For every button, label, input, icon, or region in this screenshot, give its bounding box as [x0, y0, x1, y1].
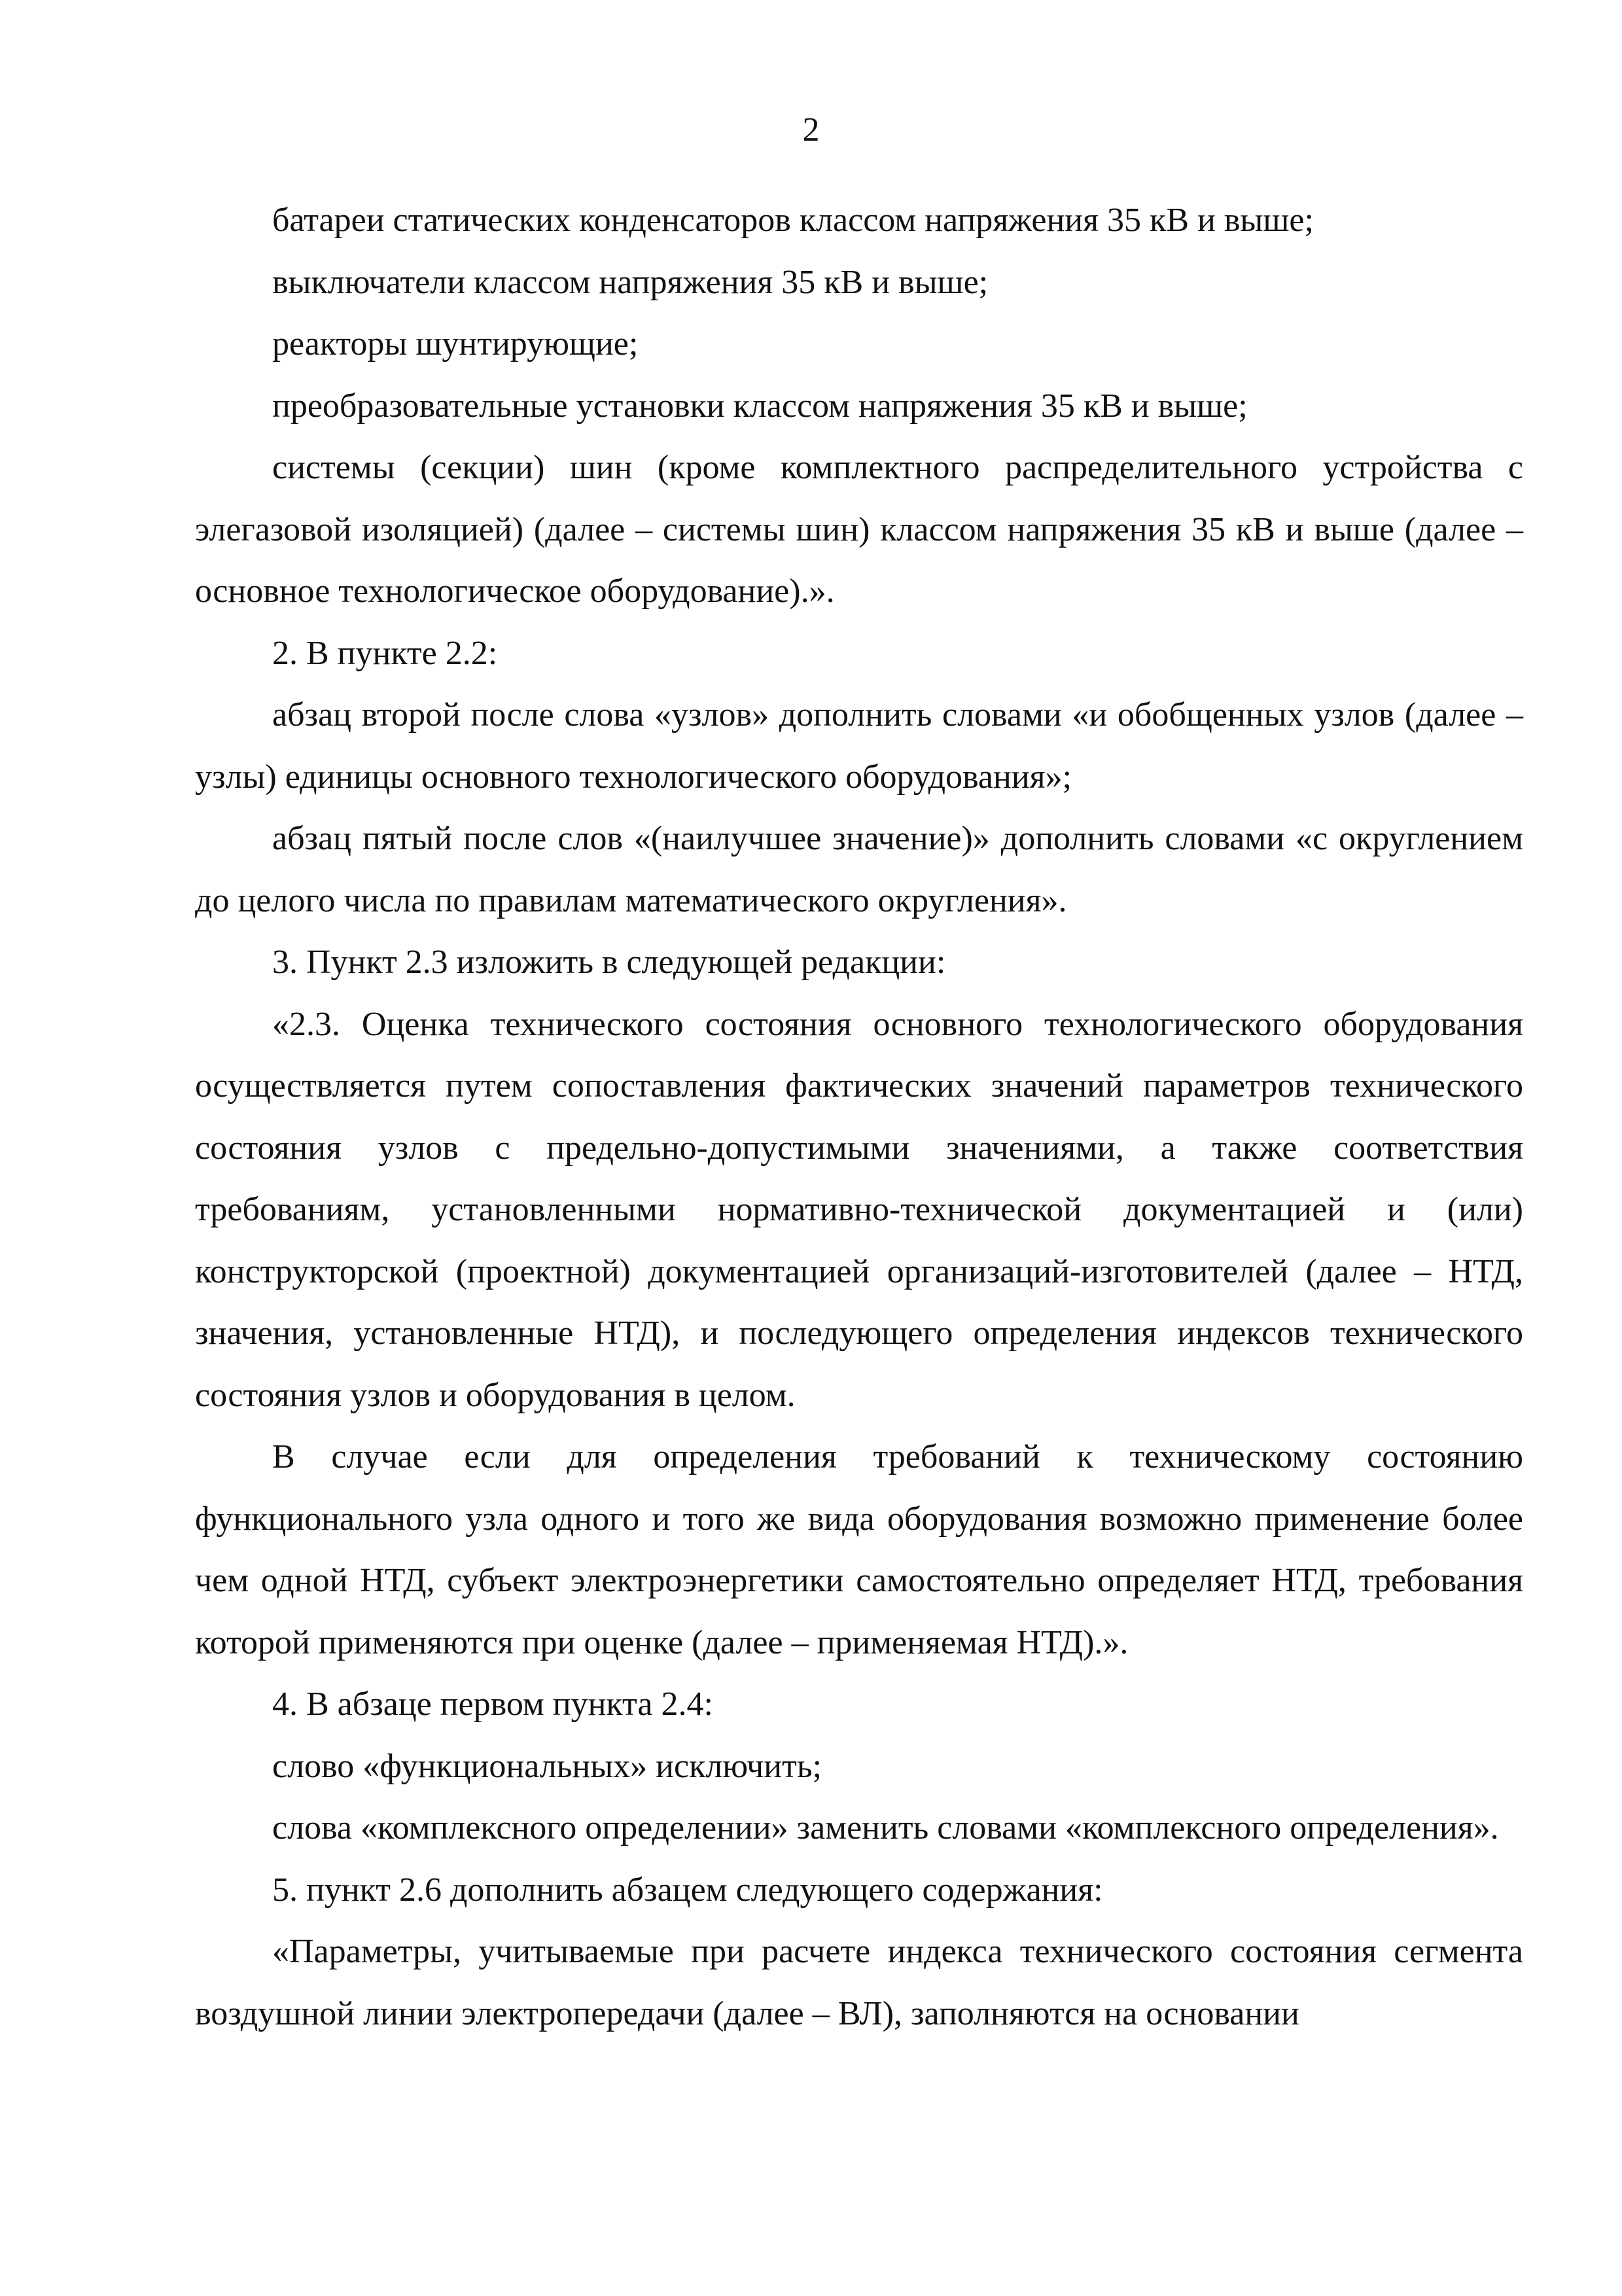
paragraph-item-2: 2. В пункте 2.2: — [272, 634, 498, 672]
paragraph-item-3: 3. Пункт 2.3 изложить в следующей редакции: — [272, 944, 946, 981]
paragraph-item-4: 4. В абзаце первом пункта 2.4: — [272, 1686, 713, 1723]
paragraph-item-2-second-abzac: абзац второй после слова «узлов» дополнить словами «и обобщенных узлов (далее – узлы) единицы основного технологического оборудования»; — [195, 696, 1523, 796]
document-body — [195, 190, 1523, 2045]
page-number: 2 — [802, 111, 820, 149]
paragraph-item-5-parameters: «Параметры, учитываемые при расчете индекса технического состояния сегмента воздушной линии электропередачи (далее – ВЛ), заполняются на основании — [195, 1933, 1523, 2032]
paragraph-circuit-breakers: выключатели классом напряжения 35 кВ и выше; — [272, 263, 989, 301]
paragraph-item-2-fifth-abzac: абзац пятый после слов «(наилучшее значение)» дополнить словами «с округлением до целого числа по правилам математического округления». — [195, 820, 1523, 919]
paragraph-busbar-systems: системы (секции) шин (кроме комплектного распределительного устройства с элегазовой изоляцией) (далее – системы шин) классом напряжения 35 кВ и выше (далее – основное технологическое оборудование).». — [195, 449, 1523, 610]
paragraph-2-3-applicable-ntd: В случае если для определения требований к техническому состоянию функционального узла одного и того же вида оборудования возможно применение более чем одной НТД, субъект электроэнергетики самостоятельно определяет НТД, требования которой применяются при оценке (далее – применяемая НТД).». — [195, 1438, 1523, 1661]
paragraph-item-4-word-exclude: слово «функциональных» исключить; — [272, 1747, 822, 1785]
paragraph-2-3-assessment: «2.3. Оценка технического состояния основного технологического оборудования осуществляется путем сопоставления фактических значений параметров технического состояния узлов с предельно-допустимыми значениями, а также соответствия требованиям, установленными нормативно-технической документацией и (или) конструкторской (проектной) документацией организаций-изготовителей (далее – НТД, значения, установленные НТД), и последующего определения индексов технического состояния узлов и оборудования в целом. — [195, 1005, 1523, 1414]
paragraph-item-5: 5. пункт 2.6 дополнить абзацем следующего содержания: — [272, 1871, 1103, 1909]
paragraph-capacitor-banks: батареи статических конденсаторов классом напряжения 35 кВ и выше; — [272, 202, 1314, 239]
paragraph-item-4-words-replace: слова «комплексного определении» заменить словами «комплексного определения». — [272, 1809, 1499, 1846]
paragraph-shunt-reactors: реакторы шунтирующие; — [272, 325, 639, 362]
paragraph-converter-units: преобразовательные установки классом напряжения 35 кВ и выше; — [272, 387, 1248, 425]
